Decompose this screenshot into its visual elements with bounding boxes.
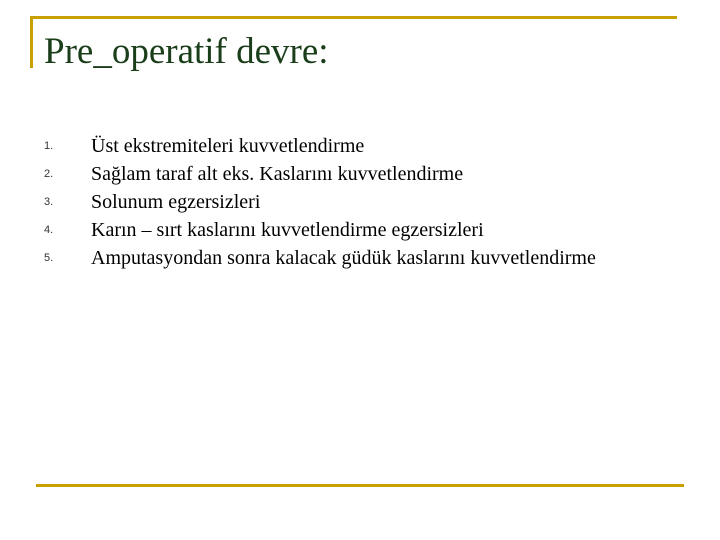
numbered-list <box>44 132 684 272</box>
list-item-number: 2. <box>44 168 54 180</box>
list-item-number: 1. <box>44 140 54 152</box>
left-accent-rule <box>30 16 33 68</box>
list-item-text: Sağlam taraf alt eks. Kaslarını kuvvetlendirme <box>91 163 464 185</box>
list-item-text: Üst ekstremiteleri kuvvetlendirme <box>91 135 365 157</box>
list-item-text: Amputasyondan sonra kalacak güdük kaslarını kuvvetlendirme <box>91 247 596 269</box>
list-item <box>44 160 684 188</box>
top-accent-rule <box>30 16 677 19</box>
list-item-number: 5. <box>44 252 54 264</box>
list-item-number: 4. <box>44 224 54 236</box>
list-item <box>44 216 684 244</box>
list-item <box>44 132 684 160</box>
list-item-text: Solunum egzersizleri <box>91 191 261 213</box>
slide-title: Pre_operatif devre: <box>44 31 329 72</box>
list-item-text: Karın – sırt kaslarını kuvvetlendirme egzersizleri <box>91 219 484 241</box>
list-item-number: 3. <box>44 196 54 208</box>
list-item <box>44 188 684 216</box>
bottom-accent-rule <box>36 484 684 487</box>
list-item <box>44 244 684 272</box>
